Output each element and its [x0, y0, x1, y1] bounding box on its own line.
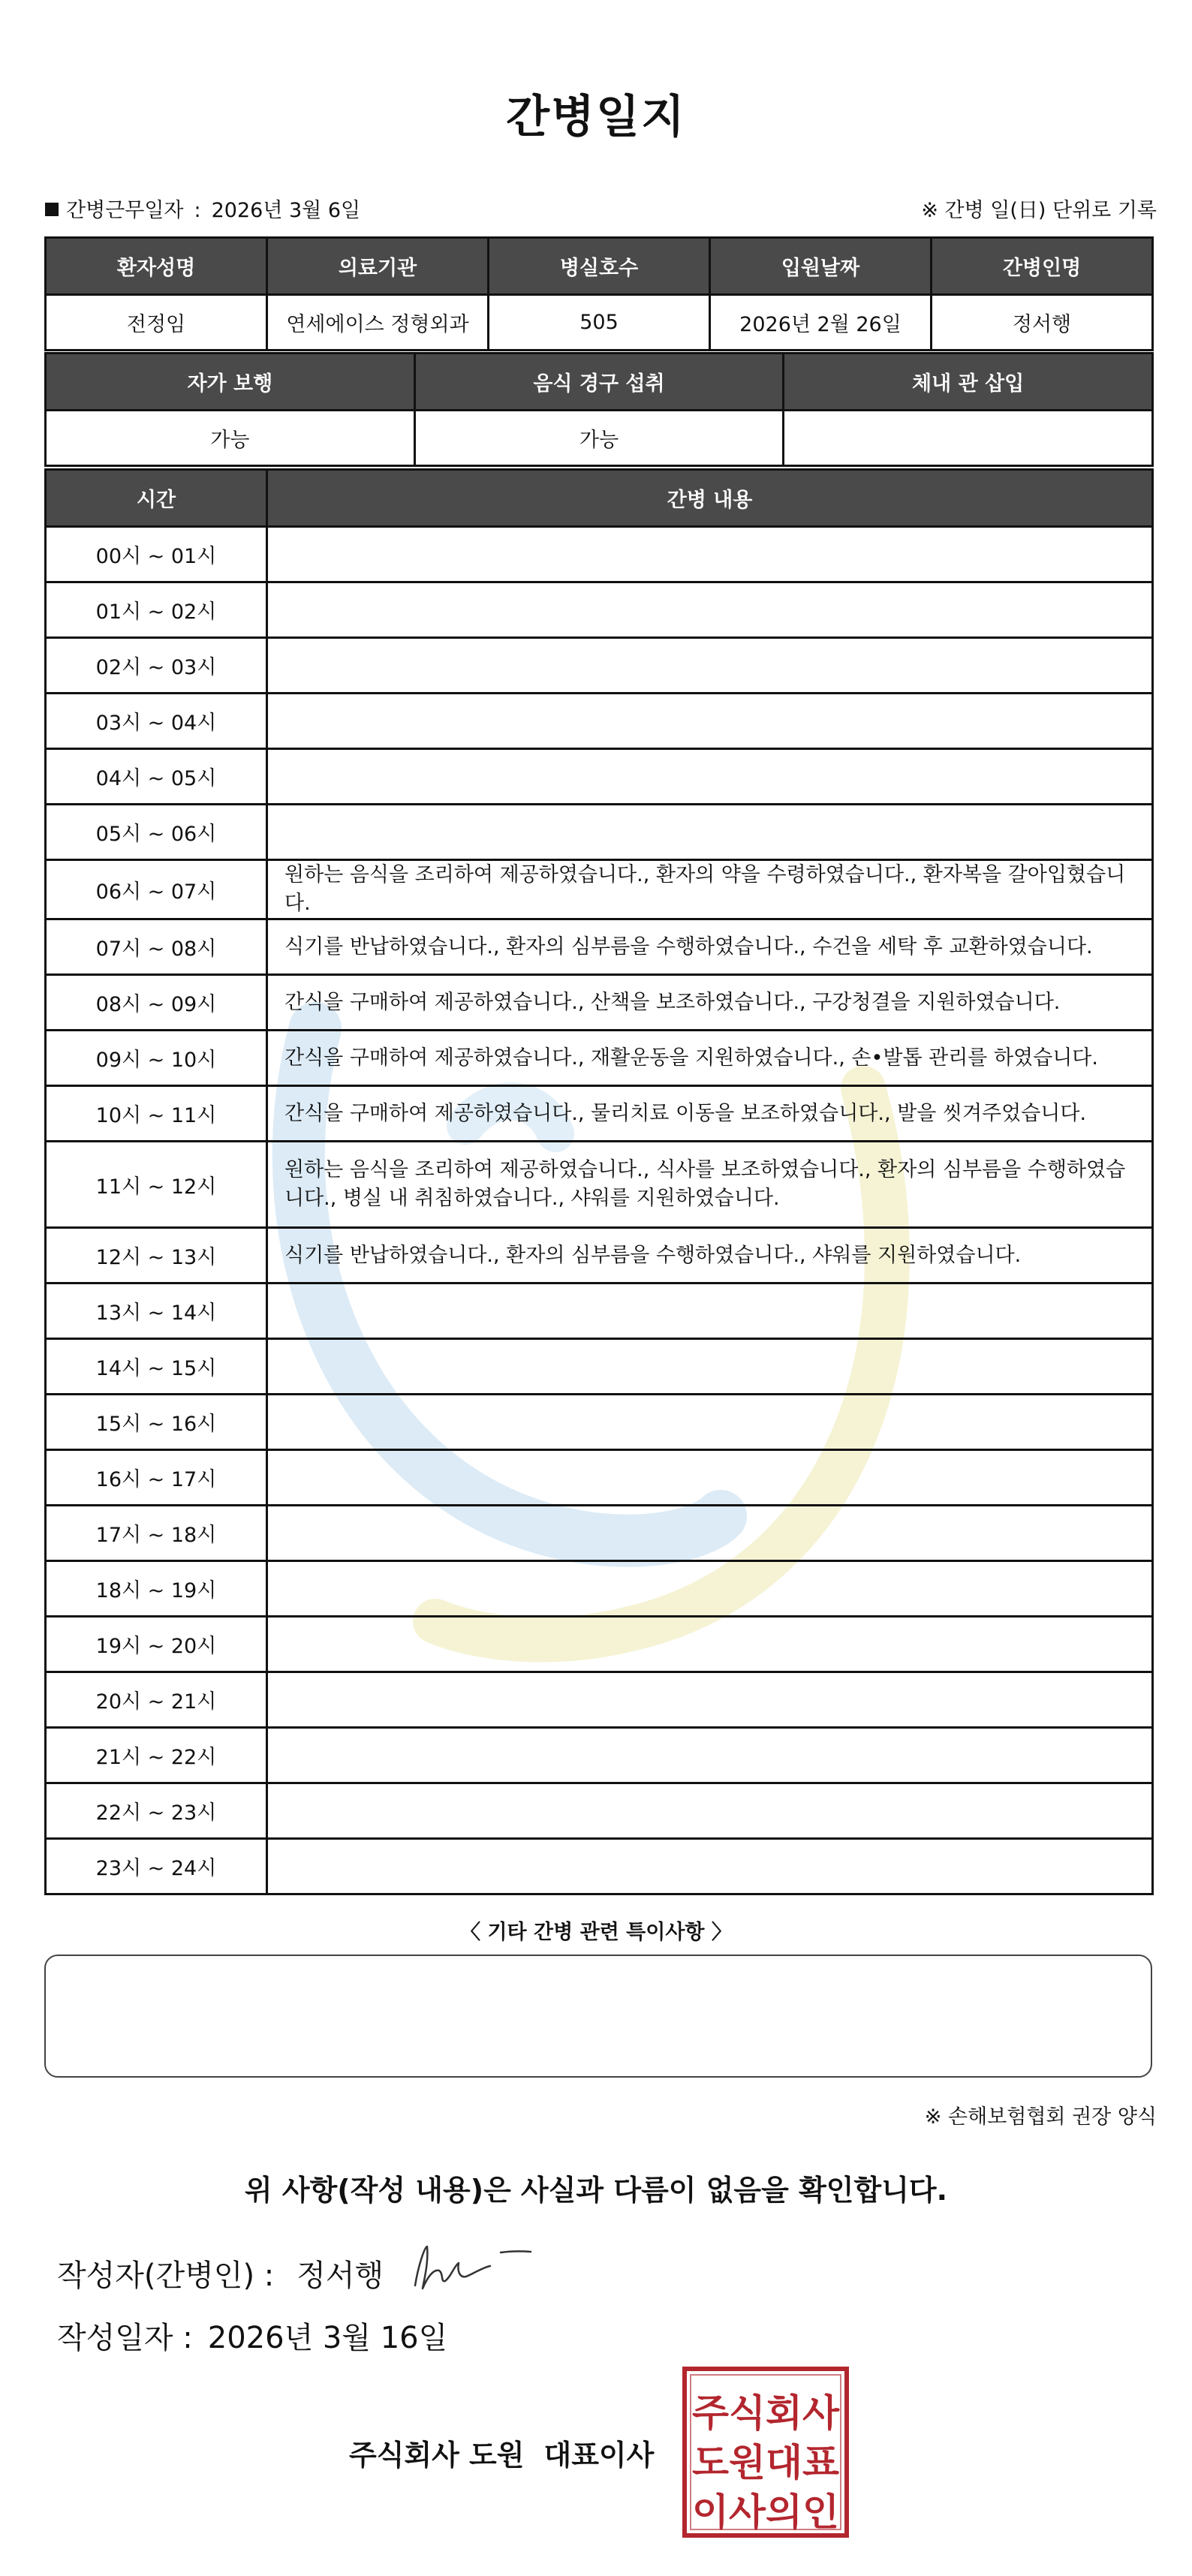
care-log-row — [46, 1672, 1153, 1728]
patient-info-header-row — [46, 238, 1153, 295]
care-log-row — [46, 1031, 1153, 1086]
care-log-content: 식기를 반납하였습니다., 환자의 심부름을 수행하였습니다., 수건을 세탁 후 교환하였습니다. — [267, 919, 1153, 975]
care-log-row — [46, 694, 1153, 749]
care-log-content — [267, 1506, 1153, 1561]
care-log-row — [46, 527, 1153, 582]
seal-line-1: 주식회사 — [692, 2391, 840, 2435]
square-bullet-icon — [45, 203, 59, 216]
care-log-content — [267, 1783, 1153, 1839]
work-date-line — [45, 194, 360, 223]
care-log-table — [44, 468, 1154, 1895]
care-log-content: 간식을 구매하여 제공하였습니다., 재활운동을 지원하였습니다., 손•발톱 관리를 하였습니다. — [267, 1031, 1153, 1086]
care-log-time: 11시 ~ 12시 — [46, 1142, 267, 1228]
care-log-row — [46, 975, 1153, 1031]
care-log-time: 08시 ~ 09시 — [46, 975, 267, 1031]
care-log-content — [267, 749, 1153, 805]
care-log-time: 01시 ~ 02시 — [46, 582, 267, 638]
care-log-body — [46, 527, 1153, 1894]
daily-record-note: ※ 간병 일(日) 단위로 기록 — [921, 199, 1157, 222]
care-log-time: 09시 ~ 10시 — [46, 1031, 267, 1086]
document-title: 간병일지 — [506, 91, 686, 143]
care-log-content — [267, 582, 1153, 638]
work-date-value: 2026년 3월 6일 — [211, 199, 361, 222]
company-name: 주식회사 도원 — [349, 2439, 525, 2472]
care-log-time: 15시 ~ 16시 — [46, 1395, 267, 1450]
care-log-row — [46, 1228, 1153, 1283]
care-log-row — [46, 1617, 1153, 1672]
patient-info-value-row — [46, 295, 1153, 351]
patient-ability-table — [44, 352, 1154, 467]
care-log-row — [46, 1283, 1153, 1339]
special-notes-title: 〈 기타 간병 관련 특이사항 〉 — [460, 1921, 732, 1944]
care-log-row — [46, 1450, 1153, 1506]
patient-name: 전정임 — [46, 295, 267, 351]
care-log-time: 00시 ~ 01시 — [46, 527, 267, 582]
handwritten-signature — [402, 2233, 537, 2301]
care-log-content — [267, 1395, 1153, 1450]
header-room-number: 병실호수 — [489, 238, 710, 295]
care-log-row — [46, 1783, 1153, 1839]
care-log-row — [46, 1395, 1153, 1450]
care-log-content: 식기를 반납하였습니다., 환자의 심부름을 수행하였습니다., 샤워를 지원하였습니다. — [267, 1228, 1153, 1283]
care-log-time: 21시 ~ 22시 — [46, 1728, 267, 1783]
confirmation-statement: 위 사항(작성 내용)은 사실과 다름이 없음을 확인합니다. — [244, 2174, 948, 2207]
care-log-row — [46, 582, 1153, 638]
care-log-content — [267, 805, 1153, 860]
care-log-content — [267, 1561, 1153, 1617]
care-log-content — [267, 1617, 1153, 1672]
care-log-row — [46, 919, 1153, 975]
care-log-row — [46, 1506, 1153, 1561]
care-log-content — [267, 1672, 1153, 1728]
writer-line — [57, 2252, 384, 2295]
care-log-time: 05시 ~ 06시 — [46, 805, 267, 860]
header-tube-insertion: 체내 관 삽입 — [784, 354, 1153, 411]
care-log-time: 10시 ~ 11시 — [46, 1086, 267, 1142]
room-number: 505 — [489, 295, 710, 351]
writer-label: 작성자(간병인) : — [57, 2259, 275, 2293]
work-date-label: 간병근무일자 — [66, 199, 184, 222]
written-date-label: 작성일자 : — [57, 2321, 193, 2355]
header-hospital: 의료기관 — [267, 238, 489, 295]
oral-intake-value: 가능 — [414, 411, 784, 466]
care-log-time: 07시 ~ 08시 — [46, 919, 267, 975]
care-log-content — [267, 1839, 1153, 1894]
care-log-time: 22시 ~ 23시 — [46, 1783, 267, 1839]
care-log-content — [267, 1728, 1153, 1783]
care-log-content — [267, 1450, 1153, 1506]
company-ceo-title: 대표이사 — [543, 2439, 655, 2472]
ability-header-row — [46, 354, 1153, 411]
care-log-content — [267, 638, 1153, 694]
care-log-time: 04시 ~ 05시 — [46, 749, 267, 805]
care-log-time: 20시 ~ 21시 — [46, 1672, 267, 1728]
hospital-name: 연세에이스 정형외과 — [267, 295, 489, 351]
care-log-row — [46, 860, 1153, 919]
care-log-time: 14시 ~ 15시 — [46, 1339, 267, 1395]
care-log-content: 원하는 음식을 조리하여 제공하였습니다., 식사를 보조하였습니다., 환자의 심부름을 수행하였습니다., 병실 내 취침하였습니다., 샤워를 지원하였습니다. — [267, 1142, 1153, 1228]
care-log-row — [46, 1339, 1153, 1395]
care-log-time: 06시 ~ 07시 — [46, 860, 267, 919]
care-log-content — [267, 694, 1153, 749]
header-patient-name: 환자성명 — [46, 238, 267, 295]
written-date-line — [57, 2314, 447, 2357]
care-log-content — [267, 1339, 1153, 1395]
care-log-row — [46, 805, 1153, 860]
care-log-content — [267, 527, 1153, 582]
company-seal-stamp — [682, 2366, 850, 2538]
care-log-content: 간식을 구매하여 제공하였습니다., 산책을 보조하였습니다., 구강청결을 지원하였습니다. — [267, 975, 1153, 1031]
care-log-time: 19시 ~ 20시 — [46, 1617, 267, 1672]
written-date-value: 2026년 3월 16일 — [207, 2321, 448, 2355]
care-log-time: 17시 ~ 18시 — [46, 1506, 267, 1561]
care-log-row — [46, 638, 1153, 694]
care-log-content — [267, 1283, 1153, 1339]
ability-value-row — [46, 411, 1153, 466]
care-log-header-row — [46, 470, 1153, 527]
header-time: 시간 — [46, 470, 267, 527]
header-self-walking: 자가 보행 — [46, 354, 415, 411]
work-date-separator: : — [194, 199, 201, 222]
care-log-row — [46, 1839, 1153, 1894]
header-care-content: 간병 내용 — [267, 470, 1153, 527]
seal-line-2: 도원대표 — [692, 2441, 840, 2484]
company-signature-line — [349, 2432, 654, 2473]
header-admission-date: 입원날짜 — [710, 238, 932, 295]
seal-line-3: 이사의인 — [692, 2490, 839, 2534]
admission-date: 2026년 2월 26일 — [710, 295, 932, 351]
care-log-content: 간식을 구매하여 제공하였습니다., 물리치료 이동을 보조하였습니다., 발을 씻겨주었습니다. — [267, 1086, 1153, 1142]
care-log-time: 02시 ~ 03시 — [46, 638, 267, 694]
care-log-time: 13시 ~ 14시 — [46, 1283, 267, 1339]
care-log-time: 12시 ~ 13시 — [46, 1228, 267, 1283]
self-walking-value: 가능 — [46, 411, 415, 466]
writer-name: 정서행 — [296, 2259, 384, 2293]
patient-info-table — [44, 236, 1154, 351]
care-log-time: 03시 ~ 04시 — [46, 694, 267, 749]
care-log-row — [46, 1561, 1153, 1617]
tube-insertion-value — [784, 411, 1153, 466]
care-log-row — [46, 1142, 1153, 1228]
special-notes-box — [44, 1955, 1152, 2078]
care-log-time: 18시 ~ 19시 — [46, 1561, 267, 1617]
caregiver-name: 정서행 — [932, 295, 1153, 351]
care-log-row — [46, 1086, 1153, 1142]
care-log-content: 원하는 음식을 조리하여 제공하였습니다., 환자의 약을 수령하였습니다., 환자복을 갈아입혔습니다. — [267, 860, 1153, 919]
header-caregiver-name: 간병인명 — [932, 238, 1153, 295]
care-log-time: 23시 ~ 24시 — [46, 1839, 267, 1894]
header-oral-intake: 음식 경구 섭취 — [414, 354, 784, 411]
recommendation-note: ※ 손해보험협회 권장 양식 — [924, 2105, 1157, 2129]
care-log-time: 16시 ~ 17시 — [46, 1450, 267, 1506]
care-log-row — [46, 1728, 1153, 1783]
care-log-row — [46, 749, 1153, 805]
